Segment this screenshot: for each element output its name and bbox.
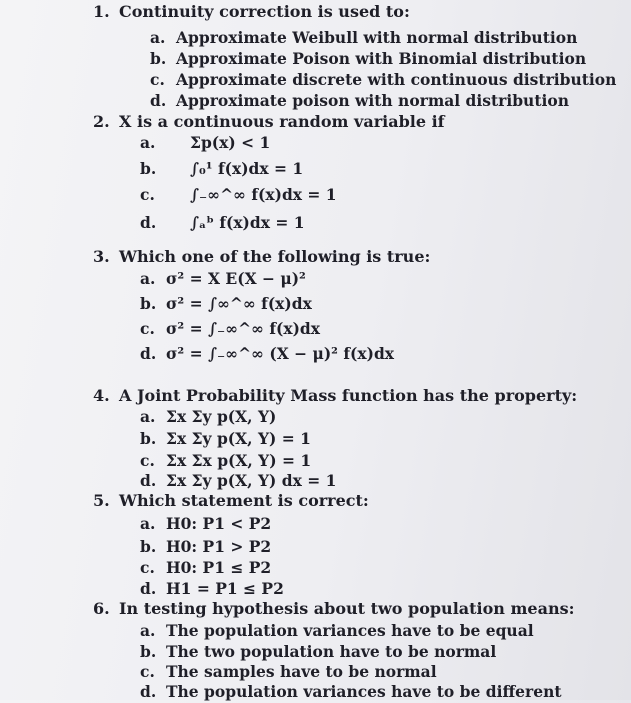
option-letter: d. bbox=[140, 579, 157, 598]
question-6 bbox=[93, 598, 575, 620]
option-text: H0: P1 > P2 bbox=[166, 537, 272, 556]
option-letter: c. bbox=[140, 558, 155, 577]
option-text: Σx Σy p(X, Y) bbox=[166, 407, 277, 426]
question-4-option-d bbox=[140, 470, 336, 492]
question-text: A Joint Probability Mass function has the property: bbox=[119, 386, 578, 405]
question-3-option-c bbox=[140, 318, 320, 340]
option-text: σ² = X E(X − μ)² bbox=[166, 269, 306, 288]
option-text: Approximate Poison with Binomial distribution bbox=[176, 49, 587, 68]
question-3 bbox=[93, 246, 430, 268]
option-text: σ² = ∫₋∞^∞ f(x)dx bbox=[166, 319, 321, 338]
option-letter: a. bbox=[140, 407, 156, 426]
option-text: Σp(x) < 1 bbox=[190, 133, 271, 152]
option-letter: b. bbox=[140, 294, 157, 313]
question-5-option-c bbox=[140, 557, 271, 579]
option-letter: d. bbox=[140, 471, 157, 490]
option-text: H1 = P1 ≤ P2 bbox=[166, 579, 284, 598]
option-letter: b. bbox=[140, 159, 157, 178]
option-letter: a. bbox=[140, 133, 156, 152]
question-5-option-a bbox=[140, 513, 271, 535]
option-text: Σx Σx p(X, Y) = 1 bbox=[166, 451, 312, 470]
option-text: The samples have to be normal bbox=[166, 662, 437, 681]
question-3-option-d bbox=[140, 343, 394, 365]
question-text: X is a continuous random variable if bbox=[119, 112, 445, 131]
question-2-option-c bbox=[140, 184, 337, 206]
question-text: In testing hypothesis about two population means: bbox=[119, 599, 575, 618]
question-1-option-c bbox=[150, 69, 616, 91]
option-letter: a. bbox=[140, 514, 156, 533]
question-5-option-d bbox=[140, 578, 284, 600]
option-letter: b. bbox=[150, 49, 167, 68]
question-1 bbox=[93, 1, 410, 23]
option-text: Σx Σy p(X, Y) = 1 bbox=[166, 429, 311, 448]
question-number: 1. bbox=[93, 2, 110, 21]
question-6-option-c bbox=[140, 661, 437, 683]
question-1-option-a bbox=[150, 27, 577, 49]
option-text: ∫₀¹ f(x)dx = 1 bbox=[190, 159, 304, 178]
option-letter: d. bbox=[140, 682, 157, 701]
question-1-option-b bbox=[150, 48, 586, 70]
question-2-option-a bbox=[140, 132, 270, 154]
option-letter: c. bbox=[140, 662, 155, 681]
question-text: Which statement is correct: bbox=[119, 491, 369, 510]
option-text: Approximate discrete with continuous distribution bbox=[176, 70, 617, 89]
option-text: H0: P1 ≤ P2 bbox=[166, 558, 272, 577]
question-number: 5. bbox=[93, 491, 110, 510]
option-letter: a. bbox=[140, 269, 156, 288]
option-letter: b. bbox=[140, 429, 157, 448]
question-text: Continuity correction is used to: bbox=[119, 2, 410, 21]
question-1-option-d bbox=[150, 90, 569, 112]
option-text: σ² = ∫₋∞^∞ (X − μ)² f(x)dx bbox=[166, 344, 395, 363]
question-3-option-b bbox=[140, 293, 312, 315]
option-letter: d. bbox=[140, 213, 157, 232]
question-4 bbox=[93, 385, 577, 407]
question-5 bbox=[93, 490, 369, 512]
option-letter: d. bbox=[140, 344, 157, 363]
option-text: Approximate Weibull with normal distribution bbox=[176, 28, 578, 47]
option-text: The two population have to be normal bbox=[166, 642, 497, 661]
option-text: The population variances have to be equal bbox=[166, 621, 534, 640]
question-6-option-a bbox=[140, 620, 534, 642]
question-2-option-d bbox=[140, 212, 305, 234]
question-number: 4. bbox=[93, 386, 110, 405]
question-2 bbox=[93, 111, 445, 133]
option-text: H0: P1 < P2 bbox=[166, 514, 272, 533]
question-4-option-a bbox=[140, 406, 276, 428]
option-text: The population variances have to be different bbox=[166, 682, 562, 701]
option-text: σ² = ∫∞^∞ f(x)dx bbox=[166, 294, 312, 313]
question-4-option-b bbox=[140, 428, 311, 450]
question-2-option-b bbox=[140, 158, 303, 180]
question-number: 2. bbox=[93, 112, 110, 131]
option-text: Approximate poison with normal distribution bbox=[176, 91, 569, 110]
question-4-option-c bbox=[140, 450, 311, 472]
question-number: 6. bbox=[93, 599, 110, 618]
option-letter: c. bbox=[150, 70, 165, 89]
question-number: 3. bbox=[93, 247, 110, 266]
option-letter: b. bbox=[140, 537, 157, 556]
question-6-option-b bbox=[140, 641, 496, 663]
option-letter: d. bbox=[150, 91, 167, 110]
option-letter: c. bbox=[140, 185, 155, 204]
question-text: Which one of the following is true: bbox=[119, 247, 431, 266]
option-letter: a. bbox=[140, 621, 156, 640]
question-3-option-a bbox=[140, 268, 306, 290]
option-letter: a. bbox=[150, 28, 166, 47]
option-text: ∫ₐᵇ f(x)dx = 1 bbox=[190, 213, 305, 232]
question-5-option-b bbox=[140, 536, 271, 558]
option-text: ∫₋∞^∞ f(x)dx = 1 bbox=[190, 185, 337, 204]
option-letter: c. bbox=[140, 319, 155, 338]
option-letter: c. bbox=[140, 451, 155, 470]
option-text: Σx Σy p(X, Y) dx = 1 bbox=[166, 471, 337, 490]
option-letter: b. bbox=[140, 642, 157, 661]
